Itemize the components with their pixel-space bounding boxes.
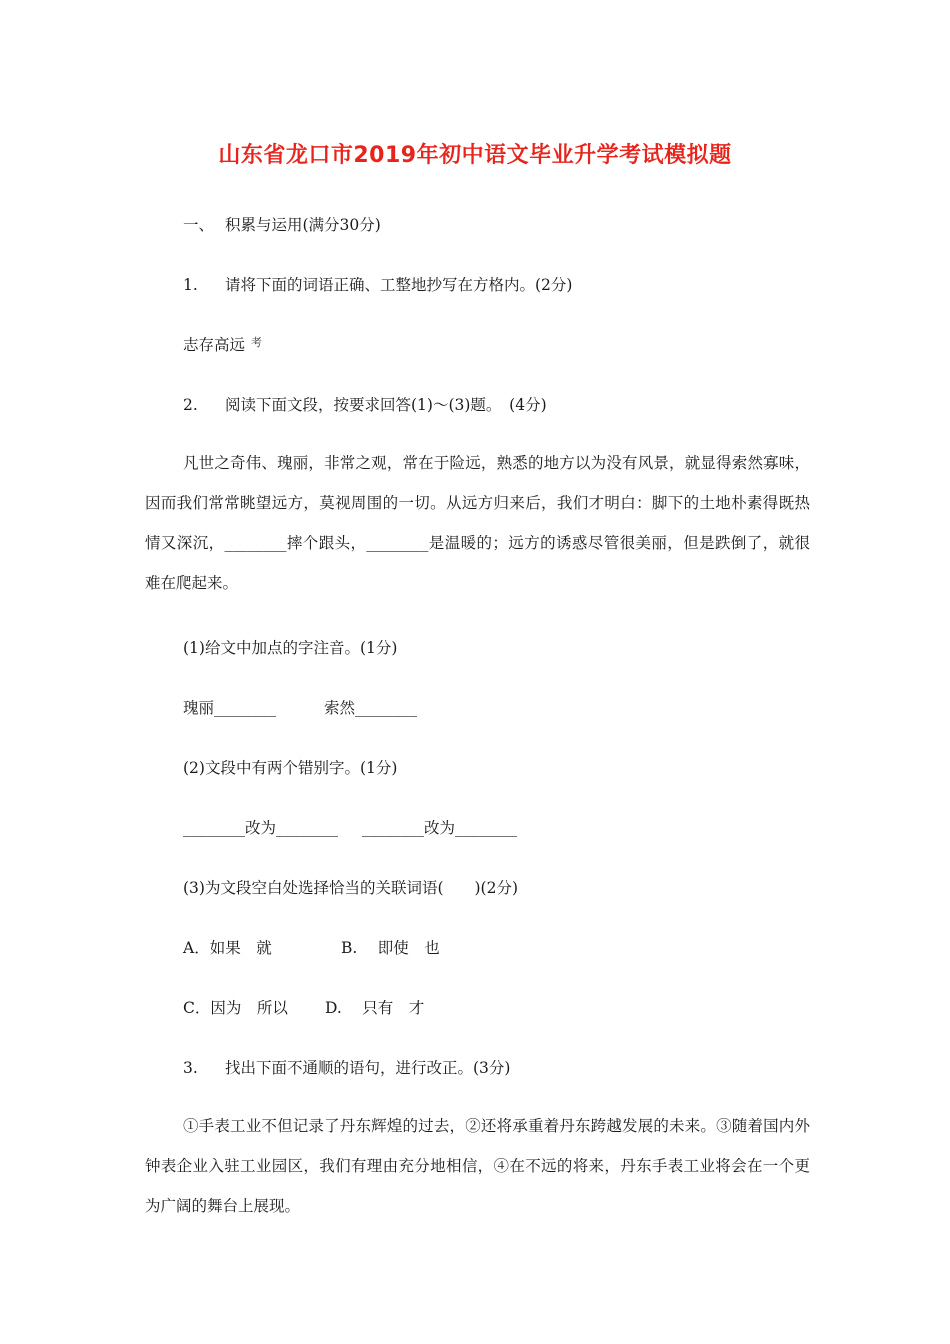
question-1 xyxy=(183,273,572,295)
section-label: 积累与运用(满分30分) xyxy=(225,216,381,234)
document-title: 山东省龙口市2019年初中语文毕业升学考试模拟题 xyxy=(218,143,732,168)
question-text: 阅读下面文段，按要求回答(1)～(3)题。 (4分) xyxy=(225,396,547,414)
answer-blank-2: 索然________ xyxy=(324,699,418,717)
question-2 xyxy=(183,393,547,415)
option-c: C．因为 所以 xyxy=(183,999,288,1017)
copy-word: 志存高远 xyxy=(183,336,246,354)
option-a: A．如果 就 xyxy=(183,939,272,957)
question-2-sub3: (3)为文段空白处选择恰当的关联词语( )(2分) xyxy=(183,879,519,897)
question-2-sub1-answers xyxy=(183,696,417,718)
question-3-passage: ①手表工业不但记录了丹东辉煌的过去，②还将承重着丹东跨越发展的未来。③随着国内外钟表企业入驻工业园区，我们有理由充分地相信，④在不远的将来，丹东手表工业将会在一个更为广阔的舞台上展现。 xyxy=(145,1117,810,1215)
question-text: 找出下面不通顺的语句，进行改正。(3分) xyxy=(225,1059,511,1077)
option-d: D. 只有 才 xyxy=(325,999,425,1017)
small-glyph: 考 xyxy=(251,336,263,349)
section-heading xyxy=(183,213,381,235)
question-number: 3. xyxy=(183,1059,198,1077)
answer-blank-1: 瑰丽________ xyxy=(183,699,277,717)
question-text: 请将下面的词语正确、工整地抄写在方格内。(2分) xyxy=(225,276,573,294)
options-row-2 xyxy=(183,996,424,1018)
question-number: 2. xyxy=(183,396,198,414)
question-2-passage: 凡世之奇伟、瑰丽，非常之观，常在于险远，熟悉的地方以为没有风景，就显得索然寡味，因而我们常常眺望远方，莫视周围的一切。从远方归来后，我们才明白：脚下的土地朴素得既热情又深沉，________摔个跟头，________是温暖的；远方的诱惑尽管很美丽，但是跌倒了，就很难在爬起来。 xyxy=(145,454,810,592)
question-number: 1. xyxy=(183,276,198,294)
question-2-sub2: (2)文段中有两个错别字。(1分) xyxy=(183,759,398,777)
question-2-sub2-answers xyxy=(183,816,517,838)
question-2-sub1: (1)给文中加点的字注音。(1分) xyxy=(183,639,398,657)
options-row-1 xyxy=(183,936,440,958)
question-1-word xyxy=(183,333,262,355)
correction-blank-2: ________改为________ xyxy=(362,819,518,837)
section-number: 一、 xyxy=(183,216,215,234)
correction-blank-1: ________改为________ xyxy=(183,819,339,837)
option-b: B. 即使 也 xyxy=(341,939,440,957)
question-3 xyxy=(183,1056,510,1078)
